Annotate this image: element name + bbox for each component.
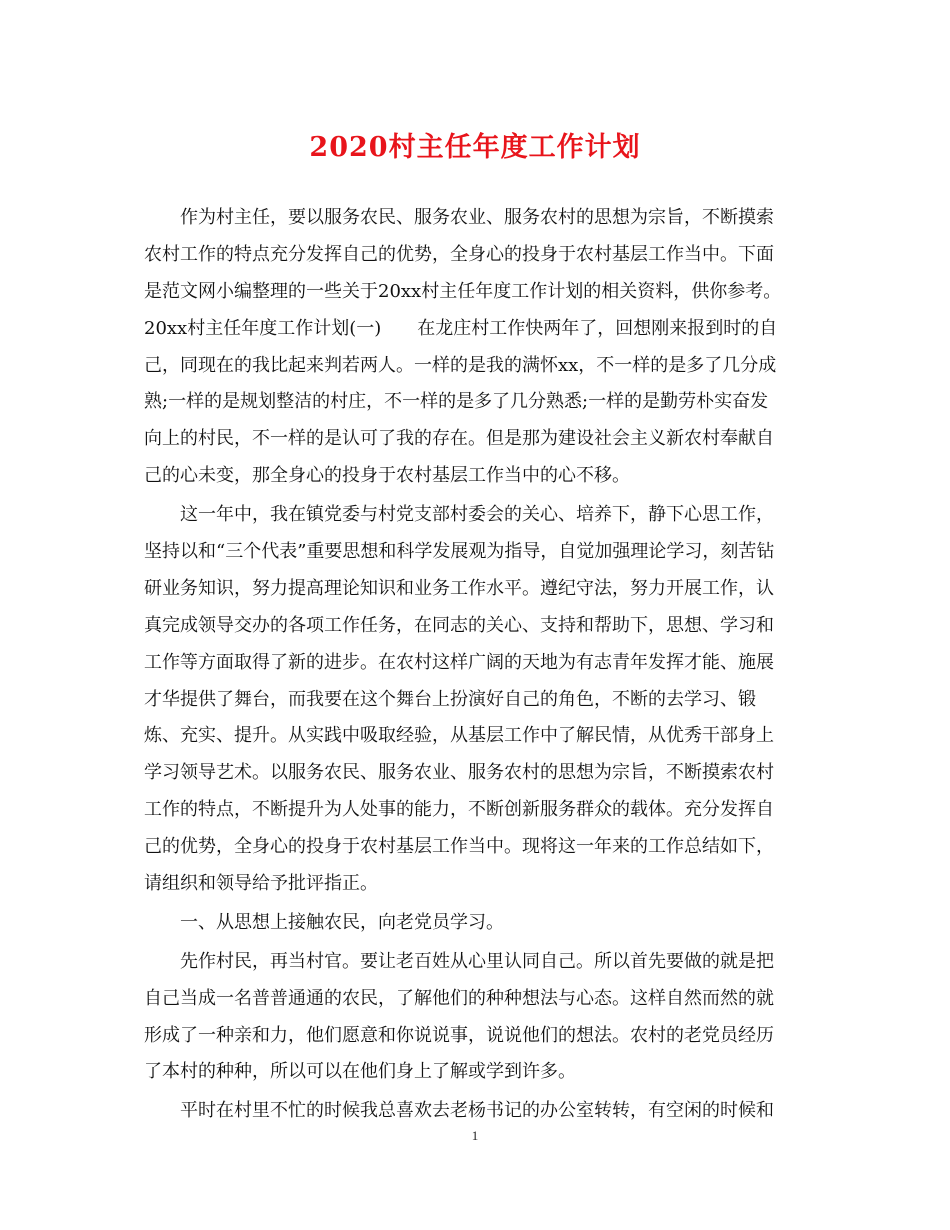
text-line: 工作的特点，不断提升为人处事的能力，不断创新服务群众的载体。充分发挥自: [144, 799, 774, 821]
text-line: 坚持以和“三个代表”重要思想和科学发展观为指导，自觉加强理论学习，刻苦钻: [144, 541, 775, 563]
text-line: 己，同现在的我比起来判若两人。一样的是我的满怀xx，不一样的是多了几分成: [144, 354, 777, 376]
text-line: 20xx村主任年度工作计划(一) 在龙庄村工作快两年了，回想刚来报到时的自: [144, 317, 778, 339]
text-line: 研业务知识，努力提高理论知识和业务工作水平。遵纪守法，努力开展工作，认: [144, 577, 774, 599]
text-line: 农村工作的特点充分发挥自己的优势，全身心的投身于农村基层工作当中。下面: [144, 243, 774, 265]
text-line: 平时在村里不忙的时候我总喜欢去老杨书记的办公室转转，有空闲的时候和: [180, 1100, 774, 1122]
text-line: 这一年中，我在镇党委与村党支部村委会的关心、培养下，静下心思工作，: [180, 504, 774, 526]
document-body: [144, 200, 809, 1130]
text-line: 学习领导艺术。以服务农民、服务农业、服务农村的思想为宗旨，不断摸索农村: [144, 762, 774, 784]
document-title: 2020村主任年度工作计划: [309, 132, 641, 163]
text-line: 炼、充实、提升。从实践中吸取经验，从基层工作中了解民情，从优秀干部身上: [144, 725, 774, 747]
text-line: 向上的村民，不一样的是认可了我的存在。但是那为建设社会主义新农村奉献自: [144, 428, 774, 450]
text-line: 是范文网小编整理的一些关于20xx村主任年度工作计划的相关资料，供你参考。: [144, 280, 782, 302]
text-line: 真完成领导交办的各项工作任务，在同志的关心、支持和帮助下，思想、学习和: [144, 614, 774, 636]
text-line: 先作村民，再当村官。要让老百姓从心里认同自己。所以首先要做的就是把: [180, 950, 774, 972]
text-line: 作为村主任，要以服务农民、服务农业、服务农村的思想为宗旨，不断摸索: [180, 207, 774, 228]
text-line: 形成了一种亲和力，他们愿意和你说说事，说说他们的想法。农村的老党员经历: [144, 1024, 774, 1046]
text-line: 一、从思想上接触农民，向老党员学习。: [180, 911, 504, 933]
text-line: 熟;一样的是规划整洁的村庄，不一样的是多了几分熟悉;一样的是勤劳朴实奋发: [144, 391, 769, 413]
text-line: 了本村的种种，所以可以在他们身上了解或学到许多。: [144, 1061, 576, 1083]
text-line: 工作等方面取得了新的进步。在农村这样广阔的天地为有志青年发挥才能、施展: [144, 651, 774, 673]
page-number: 1: [471, 1128, 479, 1143]
text-line: 才华提供了舞台，而我要在这个舞台上扮演好自己的角色，不断的去学习、锻: [144, 688, 756, 710]
text-line: 己的心未变，那全身心的投身于农村基层工作当中的心不移。: [144, 465, 630, 487]
text-line: 自己当成一名普普通通的农民，了解他们的种种想法与心态。这样自然而然的就: [144, 987, 774, 1009]
text-line: 请组织和领导给予批评指正。: [144, 873, 378, 895]
text-line: 己的优势，全身心的投身于农村基层工作当中。现将这一年来的工作总结如下，: [144, 836, 774, 858]
